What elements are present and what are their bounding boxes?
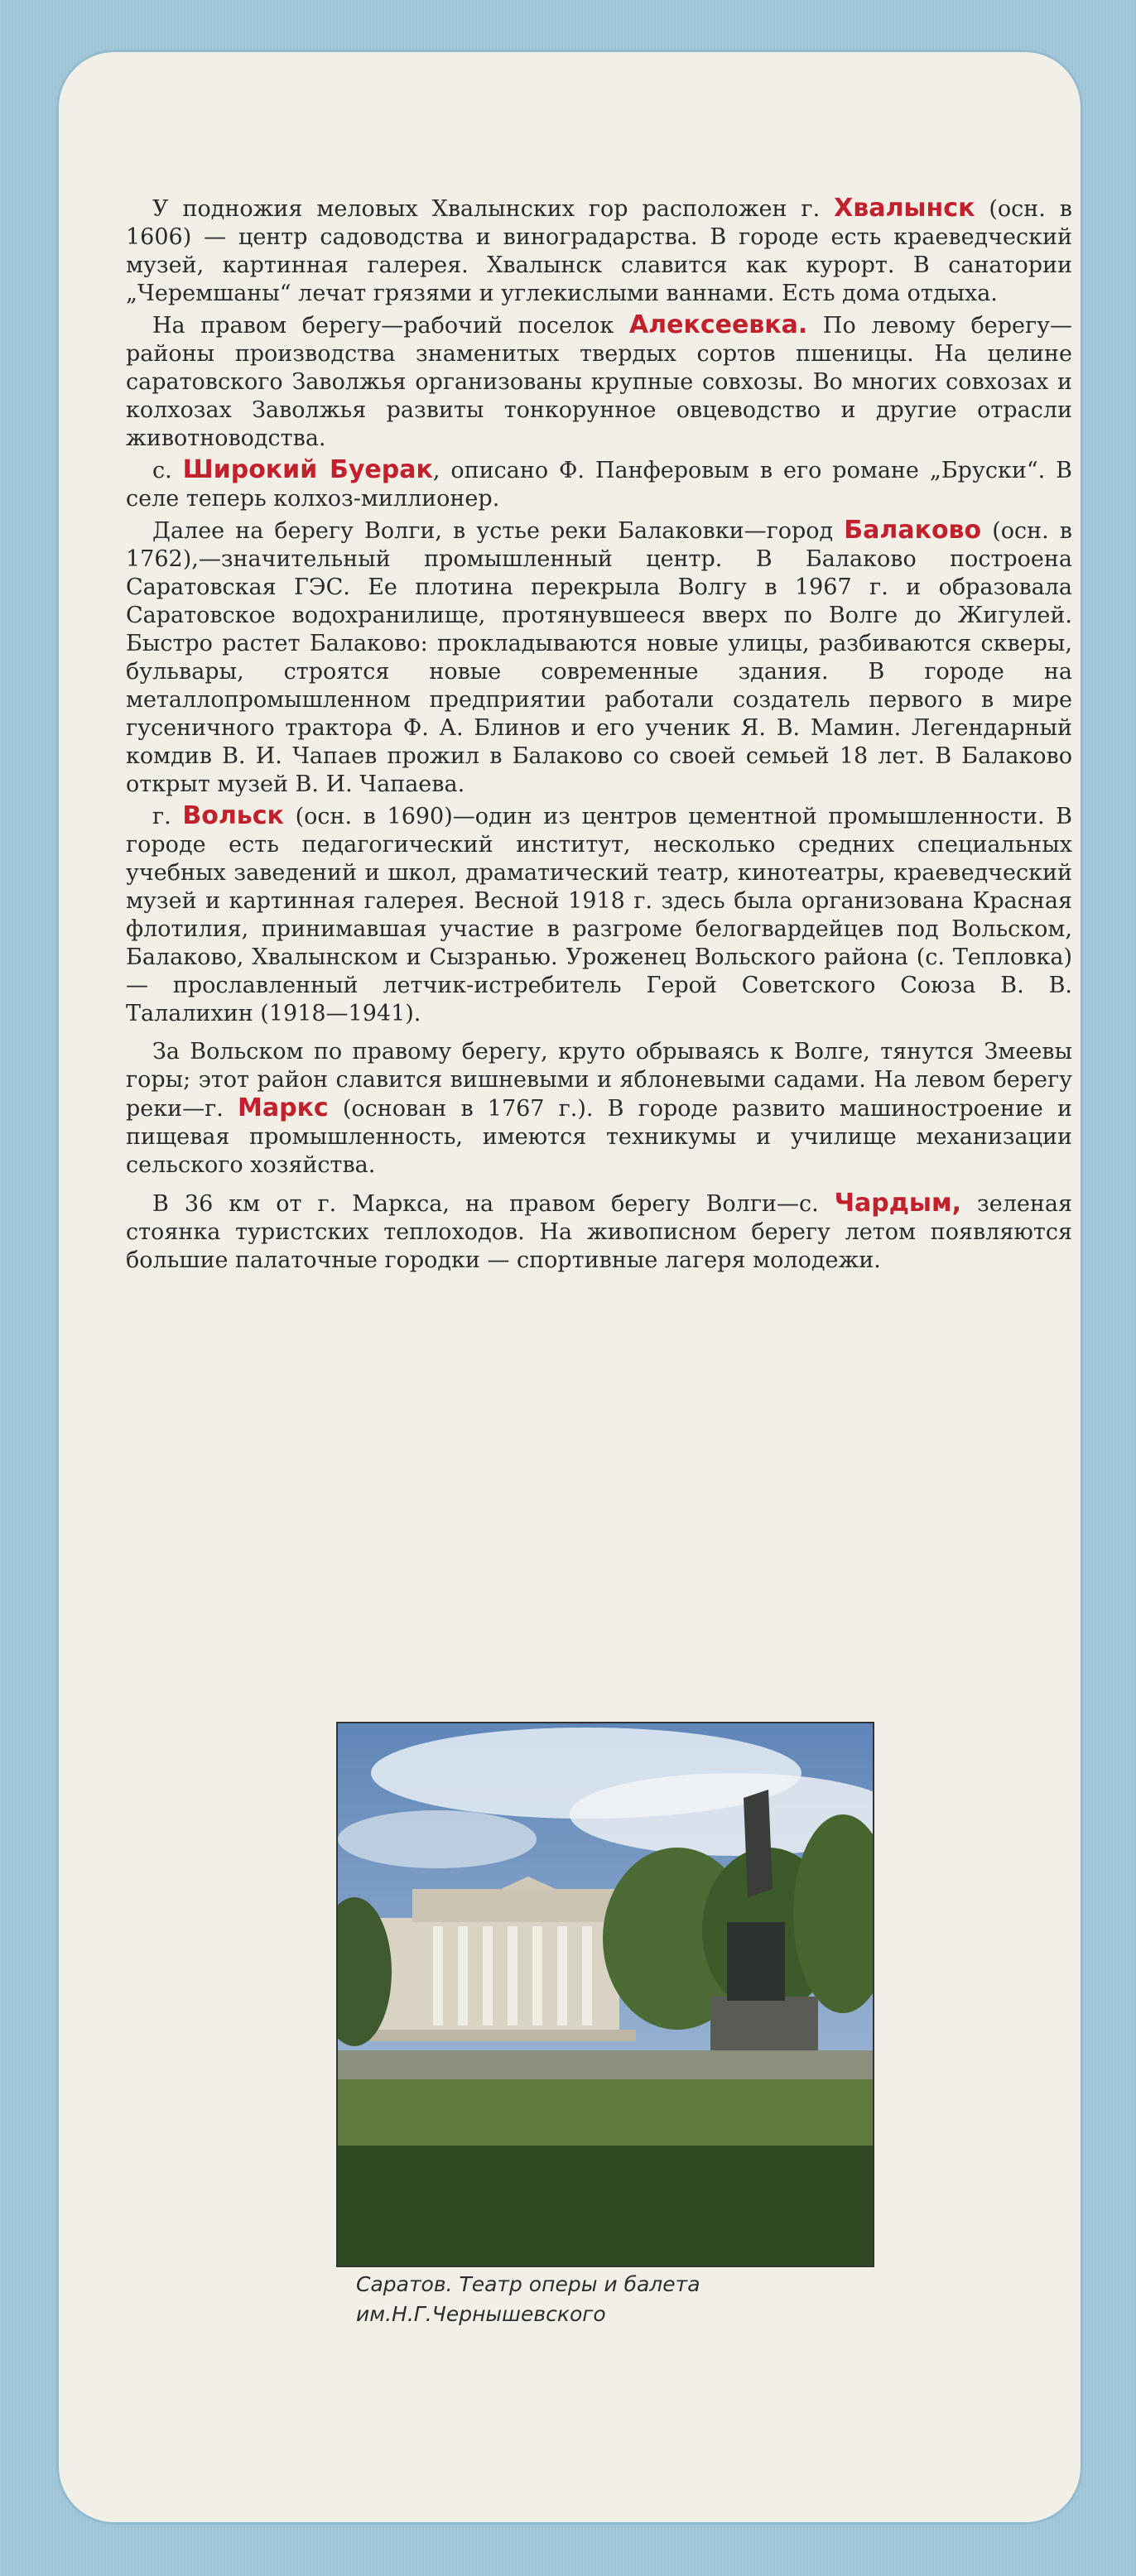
paragraph-marks: За Вольском по правому берегу, круто обрываясь к Волге, тянутся Змеевы горы; этот район славится вишневыми и яблоневыми садами. На левом берегу реки—г. Маркс (основан в 1767 г.). В городе развито машиностроение и пищевая промышленность, имеются техникумы и училище механизации сельского хозяйства. <box>126 1039 1072 1178</box>
paragraph-chardym: В 36 км от г. Маркса, на правом берегу Волги—с. Чардым, зеленая стоянка туристских теплоходов. На живописном берегу летом появляются большие палаточные городки — спортивные лагеря молодежи. <box>126 1189 1072 1273</box>
place-name: Широкий Буерак <box>182 455 433 484</box>
place-name: Чардым, <box>834 1189 961 1218</box>
article-text <box>126 195 1072 1278</box>
caption-line-1: Саратов. Театр оперы и балета <box>356 2272 700 2296</box>
photo-caption <box>356 2270 936 2329</box>
caption-line-2: им.Н.Г.Чернышевского <box>356 2302 606 2326</box>
paragraph-khvalynsk: У подножия меловых Хвалынских гор расположен г. Хвалынск (осн. в 1606) — центр садоводства и виноградарства. В городе есть краеведческий музей, картинная галерея. Хвалынск славится как курорт. В санатории „Черемшаны“ лечат грязями и углекислыми ваннами. Есть дома отдыха. <box>126 194 1072 306</box>
place-name: Балаково <box>844 516 982 545</box>
place-name: Алексеевка. <box>628 310 808 339</box>
paragraph-balakovo: Далее на берегу Волги, в устье реки Балаковки—город Балаково (осн. в 1762),—значительный промышленный центр. В Балаково построена Саратовская ГЭС. Ее плотина перекрыла Волгу в 1967 г. и образовала Саратовское водохранилище, протянувшееся вверх по Волге до Жигулей. Быстро растет Балаково: прокладываются новые улицы, разбиваются скверы, бульвары, строятся новые современные здания. В городе на металлопромышленном предприятии работали создатель первого в мире гусеничного трактора Ф. А. Блинов и его ученик Я. В. Мамин. Легендарный комдив В. И. Чапаев прожил в Балаково со своей семьей 18 лет. В Балаково открыт музей В. И. Чапаева. <box>126 516 1072 797</box>
place-name: Маркс <box>238 1093 329 1122</box>
theatre-photo-image <box>338 1723 873 2266</box>
paragraph-volsk: г. Вольск (осн. в 1690)—один из центров цементной промышленности. В городе есть педагогический институт, несколько средних специальных учебных заведений и школ, драматический театр, кинотеатры, краеведческий музей и картинная галерея. Весной 1918 г. здесь была организована Красная флотилия, принимавшая участие в разгроме белогвардейцев под Вольском, Балаково, Хвалынском и Сызранью. Уроженец Вольского района (с. Тепловка) — прославленный летчик-истребитель Герой Советского Союза В. В. Талалихин (1918—1941). <box>126 801 1072 1026</box>
theatre-photo <box>336 1722 874 2267</box>
paragraph-shirokiy-buerak: с. Широкий Буерак, описано Ф. Панферовым в его романе „Бруски“. В селе теперь колхоз-миллионер. <box>126 455 1072 512</box>
place-name: Вольск <box>182 801 284 830</box>
place-name: Хвалынск <box>834 194 975 223</box>
paragraph-alekseevka: На правом берегу—рабочий поселок Алексеевка. По левому берегу—районы производства знаменитых твердых сортов пшеницы. На целине саратовского Заволжья организованы крупные совхозы. Во многих совхозах и колхозах Заволжья развиты тонкорунное овцеводство и другие отрасли животноводства. <box>126 310 1073 451</box>
